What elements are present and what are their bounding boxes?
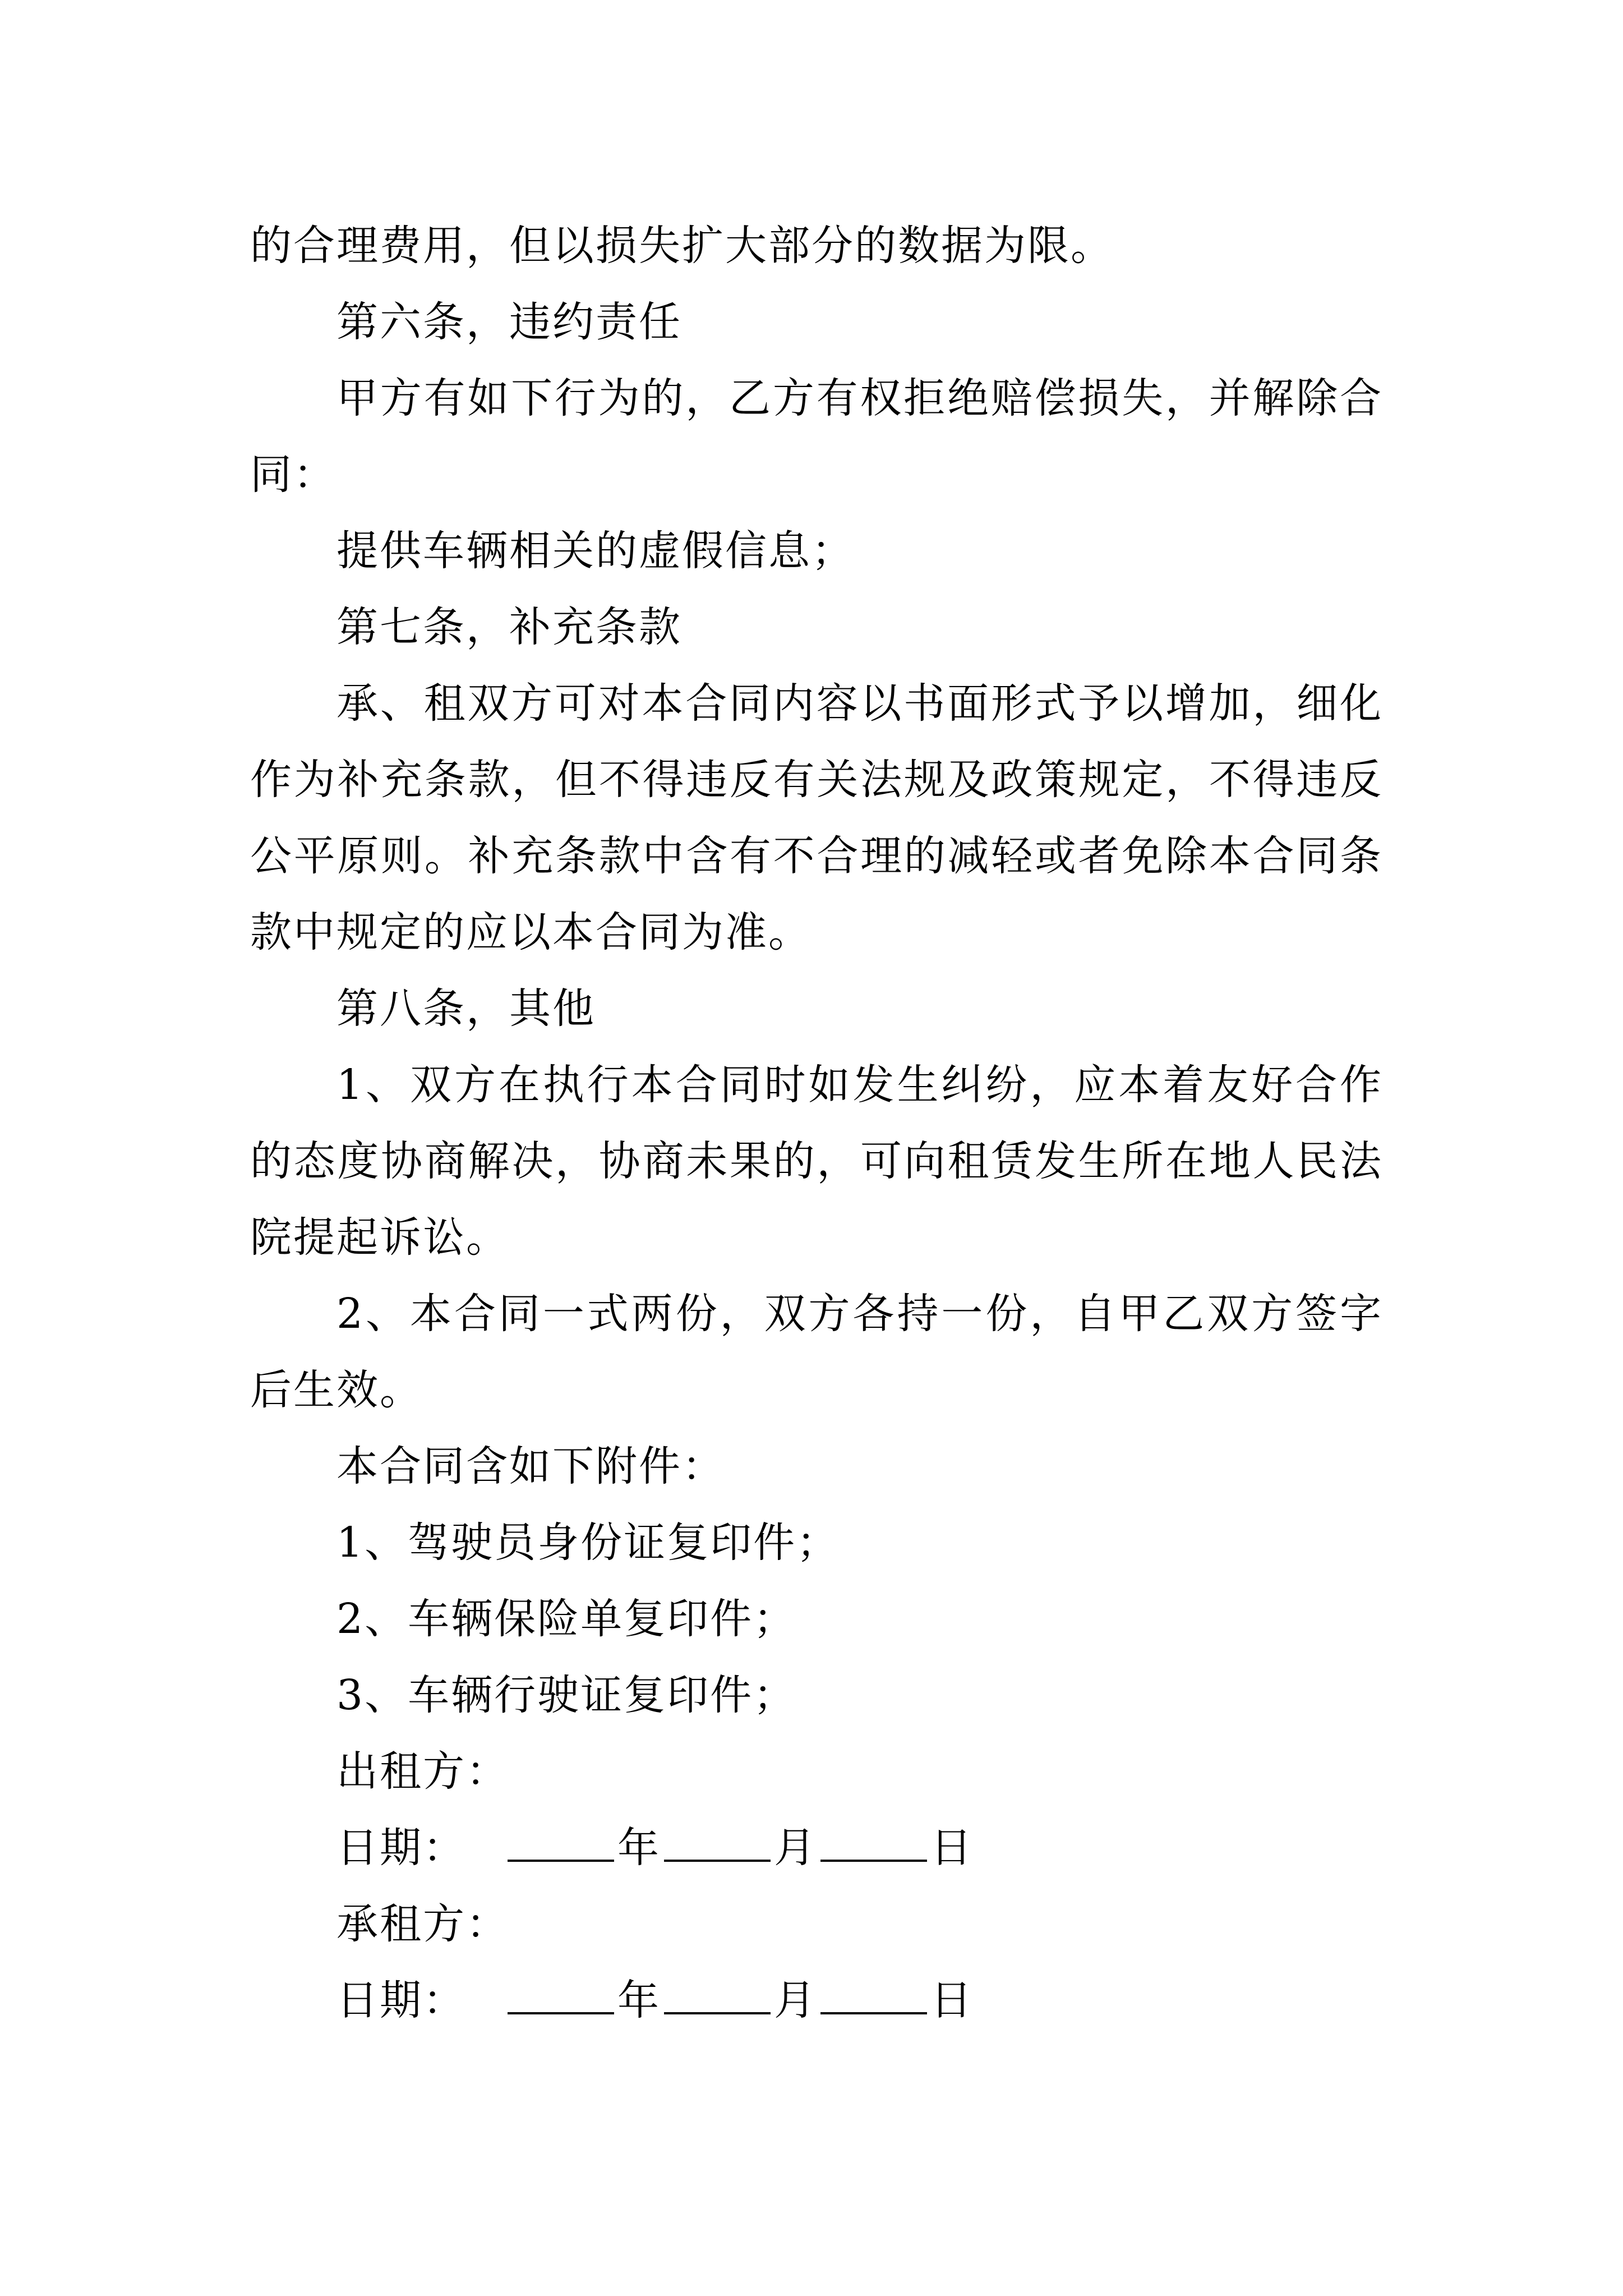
month-blank [664, 1820, 771, 1862]
month-blank [664, 1973, 771, 2014]
attachment-item: 2、车辆保险单复印件； [336, 1595, 797, 1643]
year-unit: 年 [617, 1976, 661, 2024]
year-blank [508, 1820, 614, 1862]
article-6-heading: 第六条，违约责任 [336, 298, 682, 346]
attachments-heading: 本合同含如下附件： [336, 1442, 725, 1490]
paragraph-continuation: 的合理费用，但以损失扩大部分的数据为限。 [250, 222, 1114, 270]
year-unit: 年 [617, 1824, 661, 1872]
contract-body [250, 208, 1383, 2039]
day-unit: 日 [930, 1824, 974, 1872]
article-7-heading: 第七条，补充条款 [336, 603, 682, 651]
article-8-clause-2: 2、本合同一式两份，双方各持一份，自甲乙双方签字后生效。 [250, 1290, 1383, 1414]
lessee-signature-label: 承租方： [336, 1900, 509, 1948]
article-7-paragraph: 承、租双方可对本合同内容以书面形式予以增加，细化作为补充条款，但不得违反有关法规及政策规定，不得违反公平原则。补充条款中含有不合理的减轻或者免除本合同条款中规定的应以本合同为准。 [250, 679, 1383, 956]
article-8-heading: 第八条，其他 [336, 984, 596, 1033]
article-8-clause-1: 1、双方在执行本合同时如发生纠纷，应本着友好合作的态度协商解决，协商未果的，可向租赁发生所在地人民法院提起诉讼。 [250, 1061, 1383, 1262]
month-unit: 月 [774, 1976, 817, 2024]
attachment-item: 3、车辆行驶证复印件； [336, 1671, 797, 1719]
lessee-date-line [250, 1962, 1383, 2039]
day-unit: 日 [930, 1976, 974, 2024]
lessor-signature-label: 出租方： [336, 1747, 509, 1796]
year-blank [508, 1973, 614, 2014]
article-6-paragraph: 甲方有如下行为的，乙方有权拒绝赔偿损失，并解除合同： [250, 374, 1383, 499]
day-blank [820, 1820, 927, 1862]
article-6-item: 提供车辆相关的虚假信息； [336, 527, 855, 575]
lessor-date-line [250, 1810, 1383, 1886]
day-blank [820, 1973, 927, 2014]
attachment-item: 1、驾驶员身份证复印件； [336, 1519, 840, 1567]
month-unit: 月 [774, 1824, 817, 1872]
date-label: 日期： [336, 1976, 466, 2024]
date-label: 日期： [336, 1824, 466, 1872]
